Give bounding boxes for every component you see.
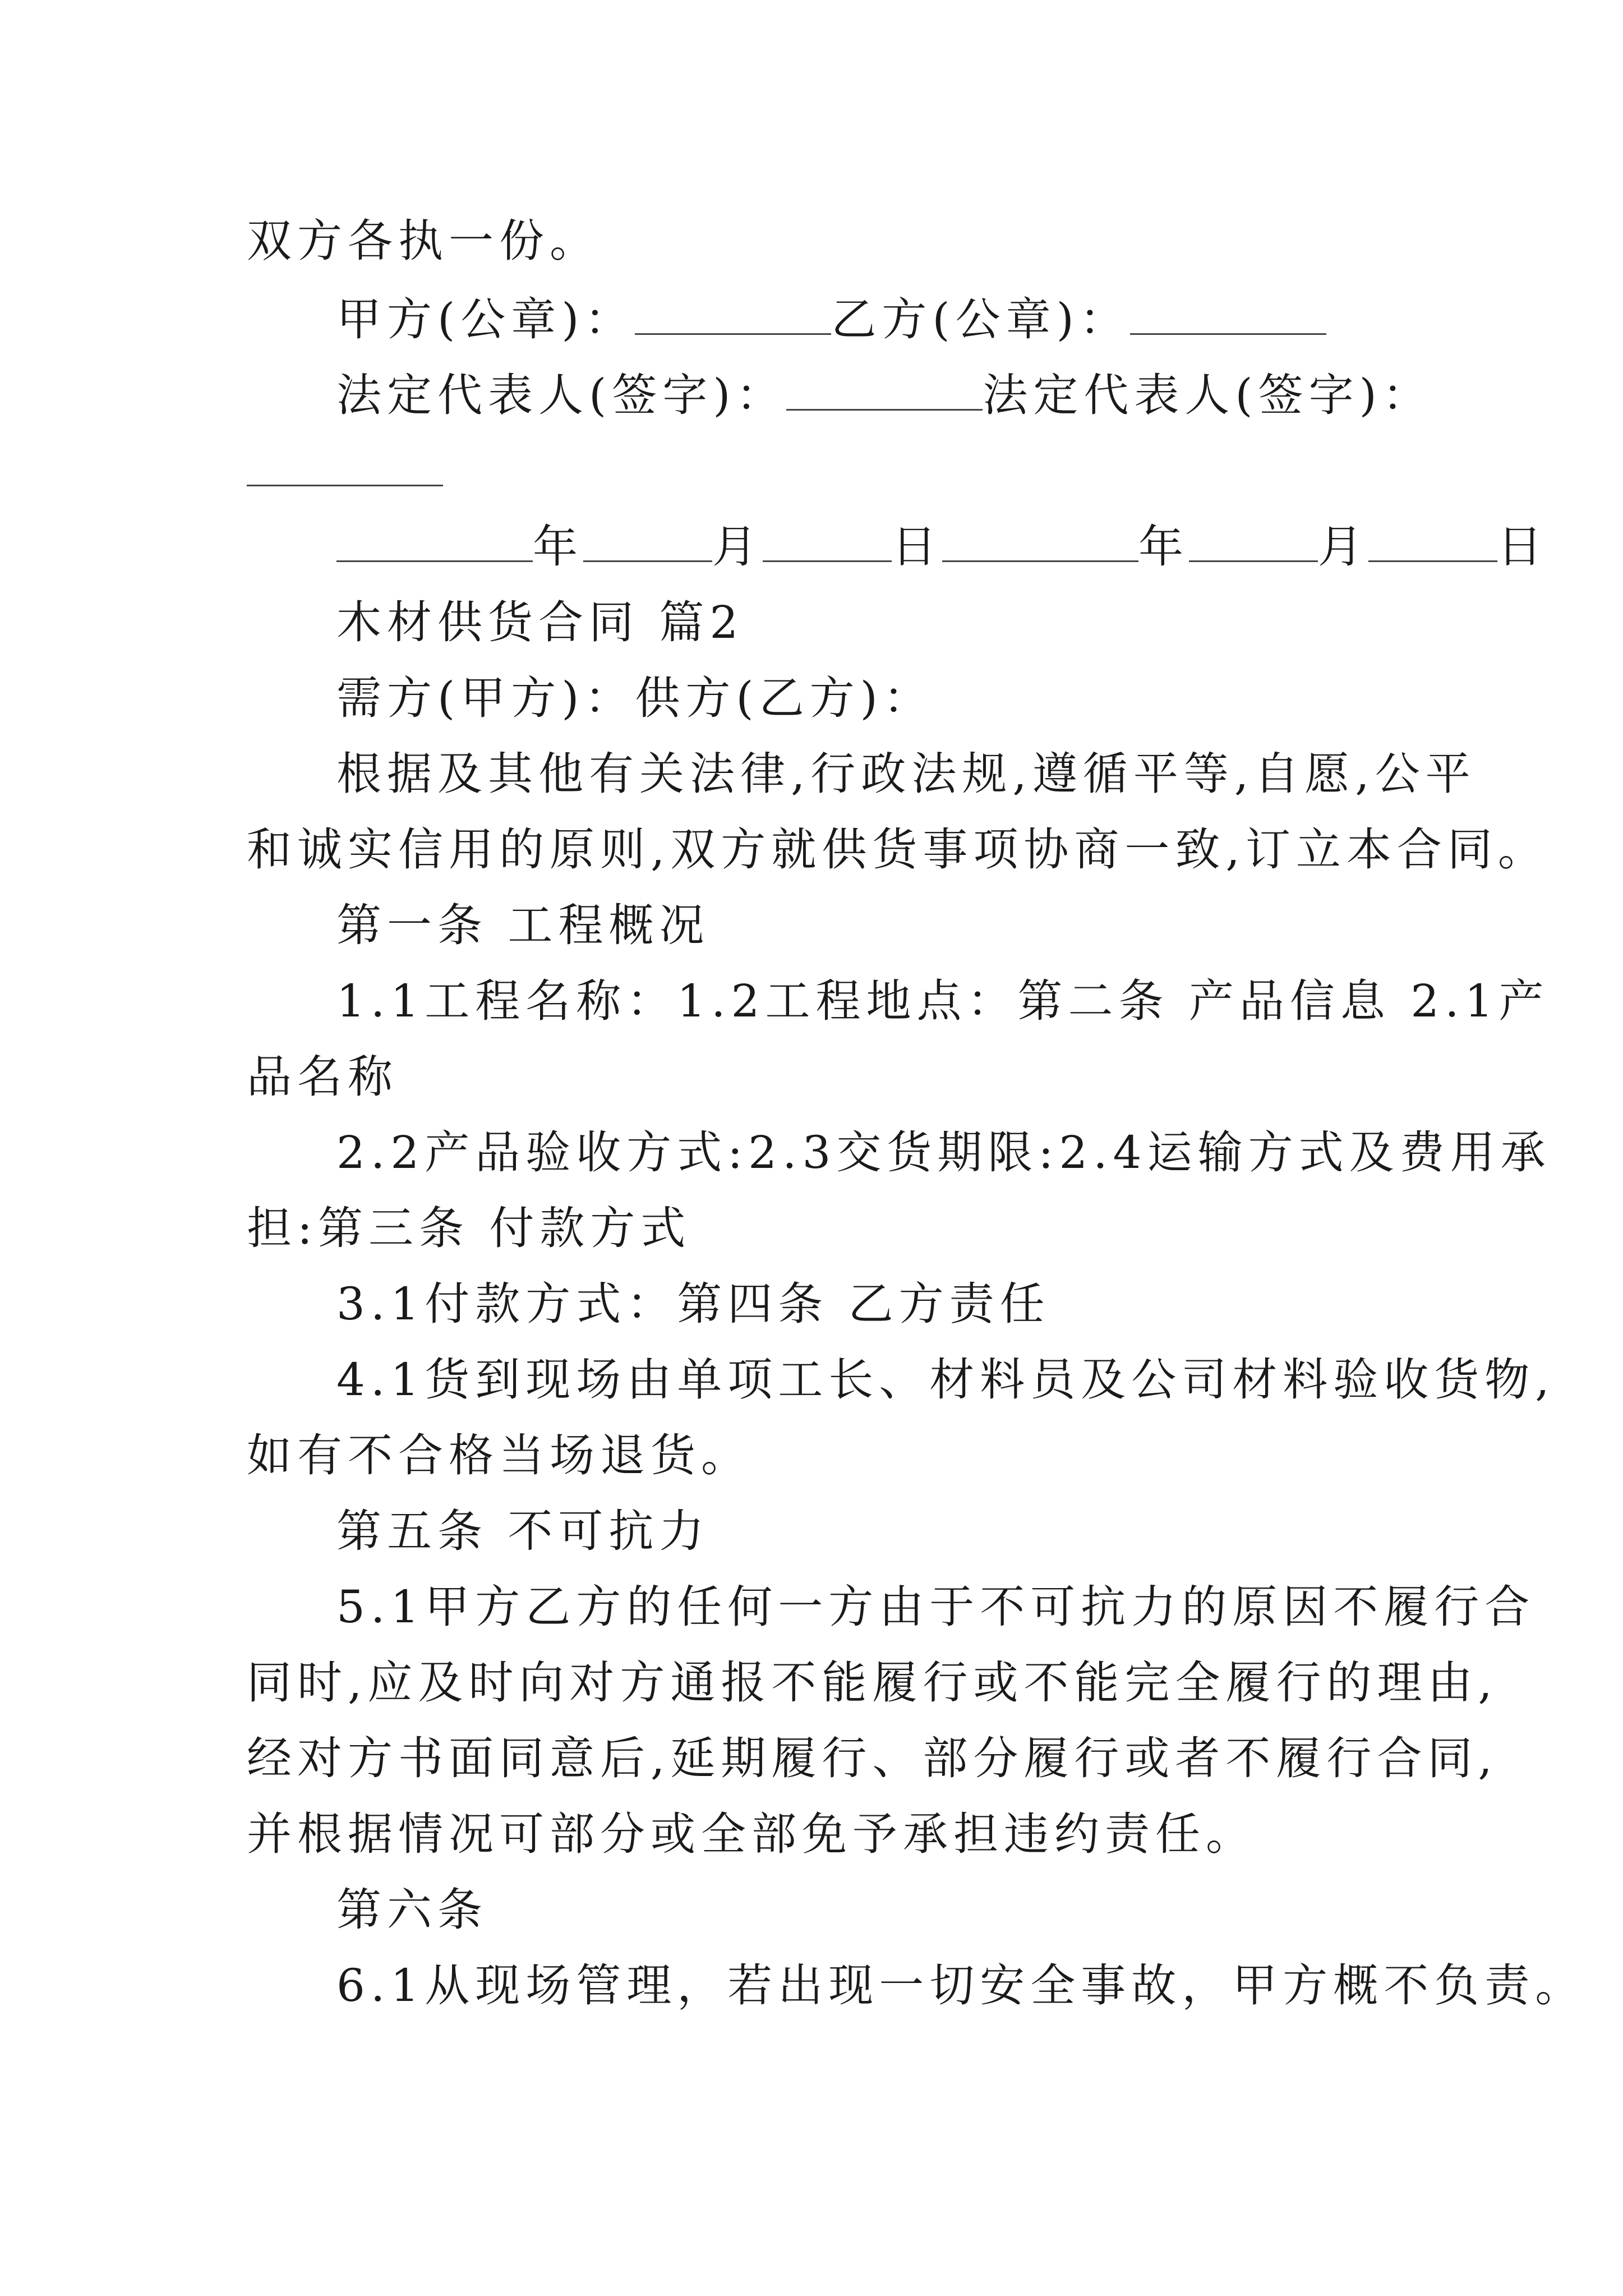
legal-rep-line (336, 367, 1433, 424)
month-label: 月 (712, 521, 763, 573)
party-a-seal-blank (635, 294, 831, 335)
date-a-day-blank (763, 521, 892, 562)
clause-line: 担:第三条 付款方式 (247, 1202, 691, 1254)
clause-line: 同时,应及时向对方通报不能履行或不能完全履行的理由, (247, 1657, 1498, 1709)
party-a-rep-blank (786, 370, 983, 411)
article-heading: 第六条 (336, 1884, 488, 1936)
article-heading: 第五条 不可抗力 (336, 1505, 710, 1557)
clause-line: 2.2产品验收方式:2.3交货期限:2.4运输方式及费用承 (336, 1126, 1551, 1179)
contract-title: 木材供货合同 篇2 (336, 596, 744, 648)
clause-line: 4.1货到现场由单项工长、材料员及公司材料验收货物, (336, 1354, 1555, 1406)
date-b-month-blank (1189, 521, 1318, 562)
clause-line: 并根据情况可部分或全部免予承担违约责任。 (247, 1808, 1256, 1860)
party-b-rep-blank-line (247, 443, 443, 499)
clause-line: 如有不合格当场退货。 (247, 1429, 751, 1481)
clause-line: 5.1甲方乙方的任何一方由于不可抗力的原因不履行合 (336, 1581, 1536, 1633)
year-label: 年 (533, 521, 583, 573)
party-b-seal-blank (1130, 294, 1326, 335)
party-a-rep-label: 法定代表人(签字)： (336, 369, 787, 421)
party-b-rep-blank (247, 445, 443, 486)
day-label: 日 (1497, 521, 1548, 573)
date-a-year-blank (336, 521, 533, 562)
year-label: 年 (1138, 521, 1189, 573)
party-b-seal-label: 乙方(公章)： (831, 293, 1130, 346)
date-a-month-blank (583, 521, 712, 562)
intro-paragraph-line: 根据及其他有关法律,行政法规,遵循平等,自愿,公平 (336, 748, 1476, 800)
date-b-day-blank (1368, 521, 1497, 562)
day-label: 日 (892, 521, 942, 573)
parties-line: 需方(甲方)：供方(乙方)： (336, 672, 934, 724)
closing-line: 双方各执一份。 (247, 215, 600, 267)
date-line (336, 519, 1548, 575)
article-heading: 第一条 工程概况 (336, 899, 710, 951)
clause-line: 6.1从现场管理，若出现一切安全事故，甲方概不负责。 (336, 1959, 1586, 2012)
clause-line: 经对方书面同意后,延期履行、部分履行或者不履行合同, (247, 1732, 1498, 1784)
clause-line: 3.1付款方式：第四条 乙方责任 (336, 1278, 1050, 1330)
clause-line: 1.1工程名称：1.2工程地点：第二条 产品信息 2.1产 (336, 975, 1550, 1027)
party-a-seal-label: 甲方(公章)： (336, 293, 635, 346)
intro-paragraph-line: 和诚实信用的原则,双方就供货事项协商一致,订立本合同。 (247, 823, 1548, 876)
party-b-rep-label: 法定代表人(签字)： (983, 369, 1433, 421)
seal-signature-line (336, 292, 1326, 348)
month-label: 月 (1318, 521, 1368, 573)
date-b-year-blank (942, 521, 1138, 562)
clause-line: 品名称 (247, 1051, 398, 1103)
